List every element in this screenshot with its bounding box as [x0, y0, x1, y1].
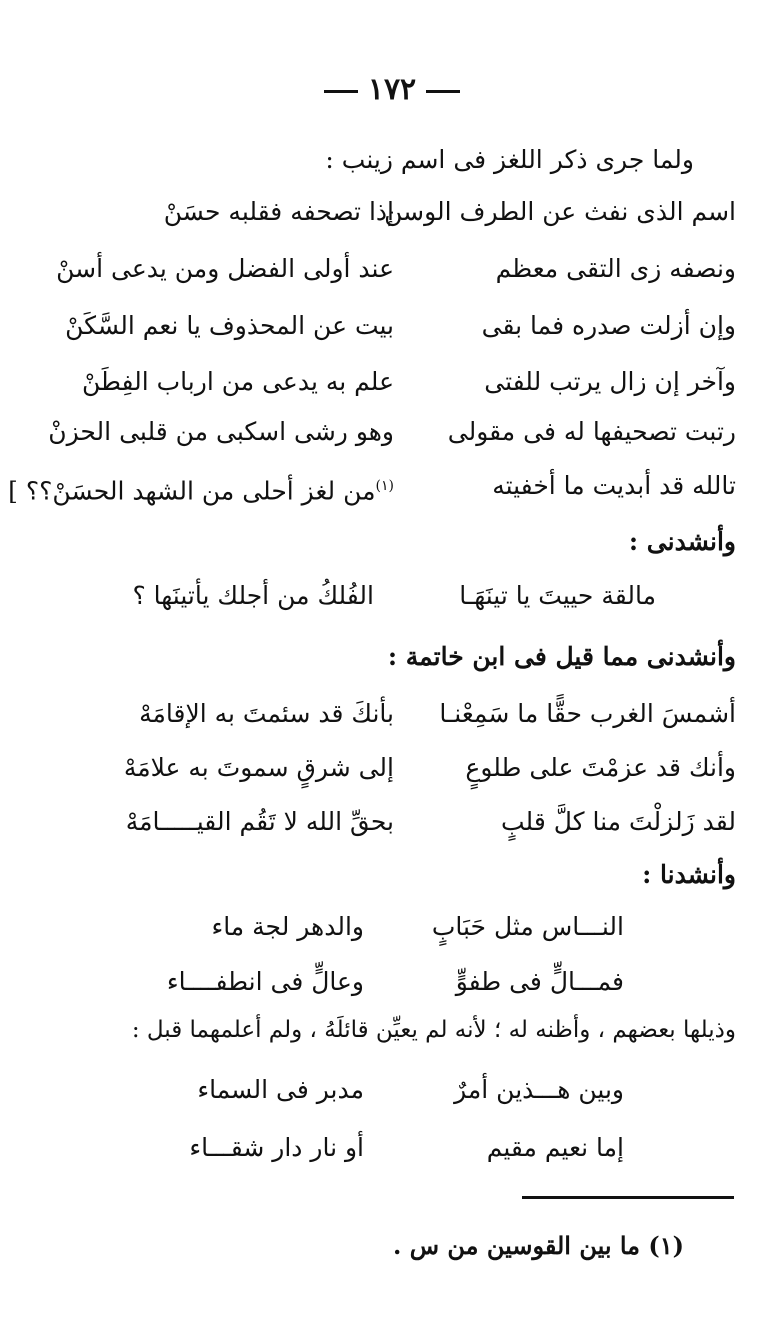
verse-hemistich-2: بأنكَ قد سئمتَ به الإقامَهْ	[139, 699, 394, 728]
page-number-text: ١٧٢	[367, 72, 417, 107]
verse-line	[0, 464, 784, 508]
verse-hemistich-2: مدبر فى السماء	[197, 1075, 364, 1104]
verse-hemistich-2: الفُلكُ من أجلك يأتينَها ؟	[132, 581, 374, 610]
label-ibn-khatima: وأنشدنى مما قيل فى ابن خاتمة :	[387, 642, 736, 671]
verse-hemistich-2: بيت عن المحذوف يا نعم السَّكَنْ	[65, 311, 394, 340]
label-anshadani: وأنشدنى :	[628, 527, 736, 556]
page-number	[0, 72, 784, 107]
verse-line	[0, 960, 784, 1004]
verse-hemistich-1: وإن أزلت صدره فما بقى	[481, 311, 736, 340]
verse-hemistich-1: أشمسَ الغرب حقًّا ما سَمِعْنـا	[439, 699, 736, 728]
verse-hemistich-1: وبين هـــذين أمرٌ	[454, 1075, 624, 1104]
verse-hemistich-1: النـــاس مثل حَبَابٍ	[431, 912, 624, 941]
verse-line	[0, 410, 784, 454]
verse-hemistich-2: علم به يدعى من ارباب الفِطَنْ	[81, 367, 394, 396]
verse-hemistich-2: إلى شرقٍ سموتَ به علامَهْ	[123, 753, 394, 782]
verse-hemistich-1: تالله قد أبديت ما أخفيته	[492, 471, 736, 500]
verse-hemistich-1: اسم الذى نفث عن الطرف الوسن	[384, 197, 736, 226]
verse-line	[0, 692, 784, 736]
verse-hemistich-2: إذا تصحفه فقلبه حسَنْ	[163, 197, 394, 226]
verse-line	[0, 800, 784, 844]
verse-line	[0, 247, 784, 291]
verse-line	[0, 1126, 784, 1170]
heading-zaynab-riddle: ولما جرى ذكر اللغز فى اسم زينب :	[325, 145, 694, 174]
label-anshadana: وأنشدنا :	[642, 860, 736, 889]
verse-hemistich-1: رتبت تصحيفها له فى مقولى	[447, 417, 736, 446]
dash-right	[426, 90, 460, 93]
verse-hemistich-2	[8, 464, 394, 513]
verse-hemistich-2: وهو رشى اسكبى من قلبى الحزنْ	[48, 417, 394, 446]
verse-hemistich-1: وآخر إن زال يرتب للفتى	[484, 367, 736, 396]
footnote-marker: (١)	[375, 478, 394, 494]
verse-line	[0, 905, 784, 949]
verse-hemistich-2: والدهر لجة ماء	[211, 912, 364, 941]
verse-hemistich-1: إما نعيم مقيم	[486, 1133, 624, 1162]
verse-line	[0, 746, 784, 790]
footnote-rule	[522, 1196, 734, 1199]
verse-hemistich-1: ونصفه زى التقى معظم	[495, 254, 736, 283]
verse-hemistich-1: فمـــالٍّ فى طفوٍّ	[455, 967, 624, 996]
prose-line: وذيلها بعضهم ، وأظنه له ؛ لأنه لم يعيِّن قائلَهُ ، ولم أعلمهما قبل :	[131, 1017, 736, 1043]
verse-line	[0, 574, 784, 618]
verse-hemistich-1: لقد زَلزلْتَ منا كلَّ قلبٍ	[501, 807, 736, 836]
verse-hemistich-2-text: من لغز أحلى من الشهد الحسَنْ؟؟ ]	[8, 476, 376, 506]
verse-hemistich-1: مالقة حييتَ يا تينَهَـا	[459, 581, 656, 610]
verse-hemistich-2: بحقِّ الله لا تَقُم القيـــــامَهْ	[125, 807, 394, 836]
verse-hemistich-1: وأنك قد عزمْتَ على طلوعٍ	[465, 753, 736, 782]
verse-line	[0, 360, 784, 404]
verse-hemistich-2: عند أولى الفضل ومن يدعى أسنْ	[56, 254, 394, 283]
verse-line	[0, 1068, 784, 1112]
verse-hemistich-2: وعالٍّ فى انطفــــاء	[166, 967, 364, 996]
dash-left	[324, 90, 358, 93]
verse-line	[0, 304, 784, 348]
footnote: (١) ما بين القوسين من س .	[392, 1231, 684, 1260]
verse-line	[0, 190, 784, 234]
verse-hemistich-2: أو نار دار شقـــاء	[189, 1133, 364, 1162]
